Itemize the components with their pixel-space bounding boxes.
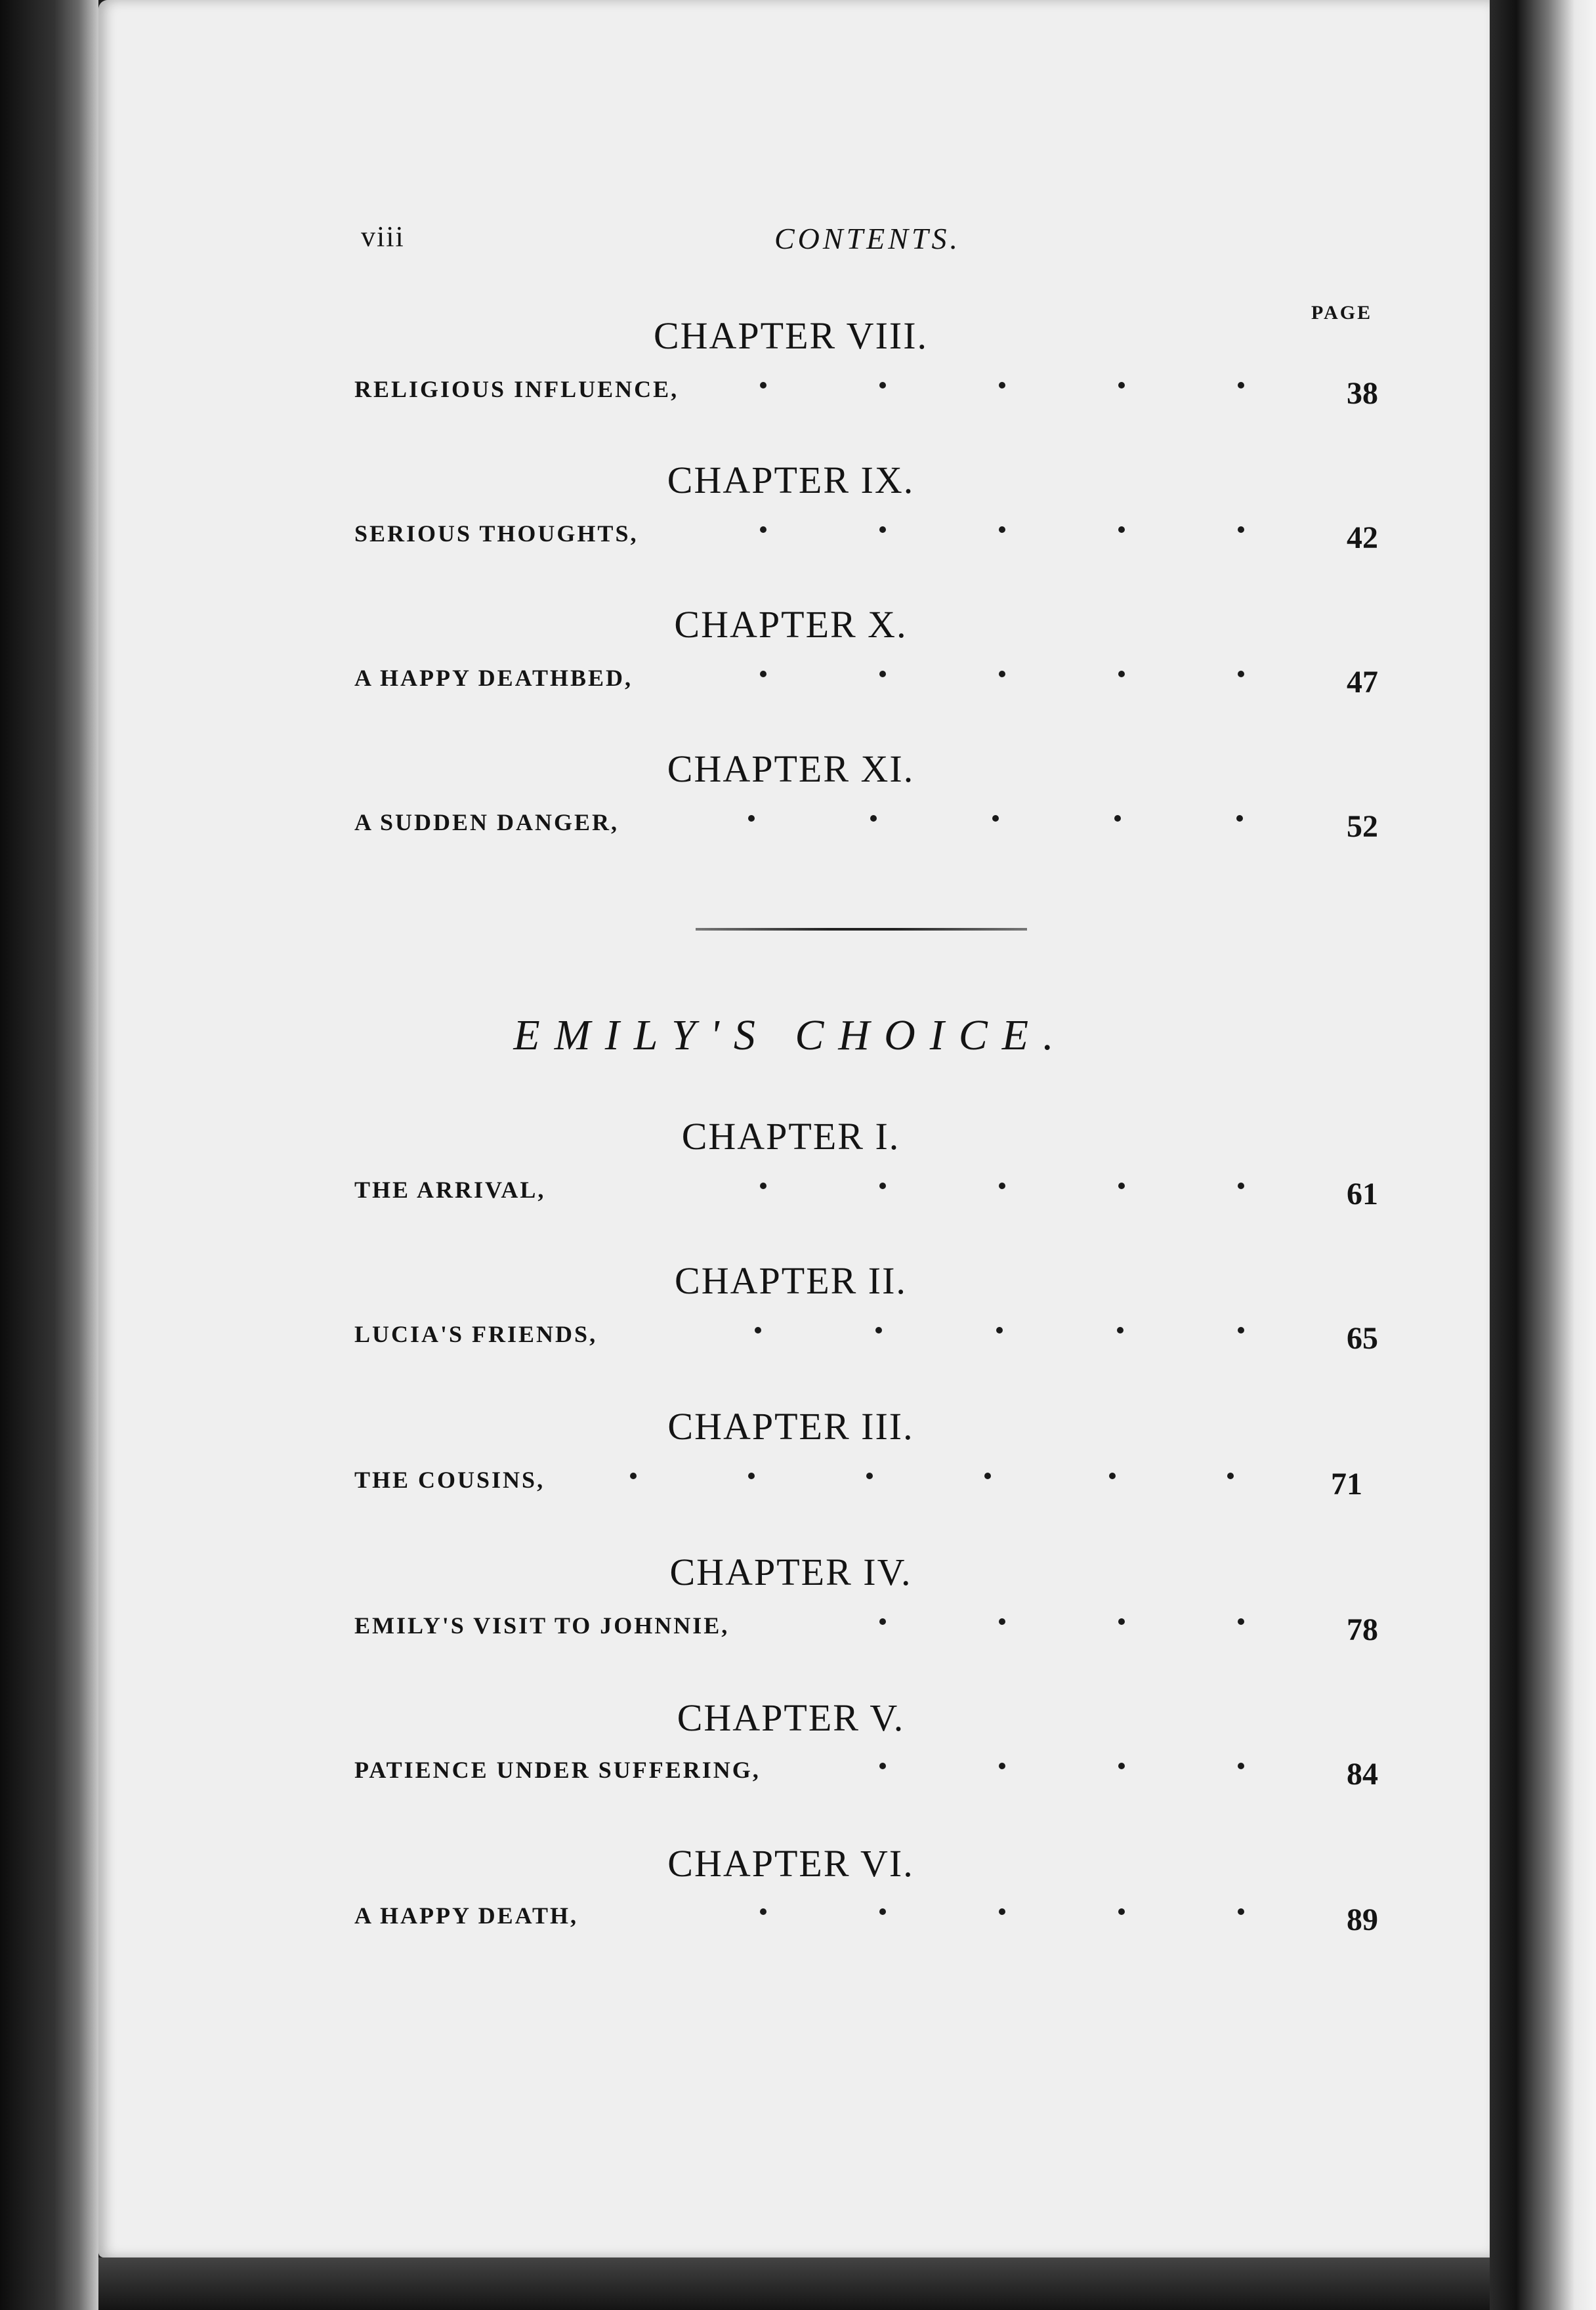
- toc-entry-page: 52: [1347, 809, 1378, 844]
- leader-dot: [879, 526, 886, 533]
- leader-dot: [870, 815, 877, 822]
- toc-entry-title: LUCIA'S FRIENDS,: [354, 1321, 598, 1347]
- leader-dot: [760, 1183, 766, 1189]
- leader-dot: [1114, 815, 1121, 822]
- toc-entry: [354, 664, 1378, 704]
- chapter-heading: CHAPTER I.: [681, 1115, 900, 1158]
- toc-entry-page: 61: [1347, 1177, 1378, 1211]
- leader-dot: [1238, 1618, 1244, 1625]
- leader-dot: [1238, 671, 1244, 677]
- leader-dot: [748, 1473, 755, 1479]
- toc-entry-page: 78: [1347, 1612, 1378, 1647]
- leader-dot: [879, 1618, 886, 1625]
- leader-dot: [1117, 1327, 1124, 1334]
- chapter-heading: CHAPTER IX.: [667, 459, 915, 501]
- toc-entry: [354, 1756, 1378, 1796]
- leader-dot: [1238, 382, 1244, 388]
- leader-dot: [1118, 1763, 1125, 1769]
- running-head: [361, 220, 1378, 259]
- toc-entry-title: PATIENCE UNDER SUFFERING,: [354, 1757, 761, 1783]
- leader-dot: [984, 1473, 991, 1479]
- toc-entry-title: THE ARRIVAL,: [354, 1177, 546, 1203]
- toc-entry: [354, 1902, 1378, 1941]
- leader-dot: [1238, 1183, 1244, 1189]
- leader-dot: [760, 1908, 766, 1915]
- page-column-label: PAGE: [1311, 302, 1373, 324]
- leader-dot: [760, 382, 766, 388]
- toc-entry-page: 38: [1347, 376, 1378, 411]
- leader-dot: [875, 1327, 882, 1334]
- folio-number: viii: [361, 220, 405, 253]
- leader-dot: [879, 1763, 886, 1769]
- leader-dot: [1118, 671, 1125, 677]
- toc-entry-title: EMILY'S VISIT TO JOHNNIE,: [354, 1612, 730, 1639]
- toc-entry: [354, 808, 1378, 848]
- chapter-heading: CHAPTER XI.: [667, 747, 915, 790]
- toc-entry: [354, 1176, 1378, 1215]
- chapter-heading: CHAPTER V.: [677, 1696, 905, 1739]
- chapter-heading: CHAPTER X.: [674, 603, 908, 646]
- leader-dot: [1118, 382, 1125, 388]
- toc-entry: [354, 520, 1378, 559]
- chapter-heading: CHAPTER VIII.: [653, 314, 929, 357]
- toc-entry-title: RELIGIOUS INFLUENCE,: [354, 376, 679, 402]
- running-title: CONTENTS.: [774, 222, 961, 255]
- toc-entry-title: THE COUSINS,: [354, 1467, 545, 1493]
- leader-dot: [1227, 1473, 1234, 1479]
- toc-entry-title: A HAPPY DEATH,: [354, 1902, 579, 1929]
- chapter-heading: CHAPTER IV.: [669, 1551, 912, 1593]
- toc-entry: [354, 1466, 1378, 1505]
- toc-entry-page: 42: [1347, 520, 1378, 555]
- toc-entry: [354, 375, 1378, 415]
- leader-dot: [760, 526, 766, 533]
- leader-dot: [999, 1183, 1005, 1189]
- left-binding-edge: [0, 0, 98, 2310]
- toc-entry-title: A SUDDEN DANGER,: [354, 809, 620, 835]
- leader-dot: [999, 671, 1005, 677]
- leader-dot: [1238, 1908, 1244, 1915]
- leader-dot: [1118, 1908, 1125, 1915]
- leader-dot: [999, 526, 1005, 533]
- chapter-heading: CHAPTER III.: [667, 1405, 914, 1448]
- leader-dot: [879, 382, 886, 388]
- leader-dot: [1118, 1183, 1125, 1189]
- leader-dot: [630, 1473, 637, 1479]
- toc-entry-page: 65: [1347, 1321, 1378, 1356]
- leader-dot: [999, 382, 1005, 388]
- section-divider-rule: [696, 928, 1027, 931]
- leader-dot: [999, 1618, 1005, 1625]
- toc-entry-title: SERIOUS THOUGHTS,: [354, 520, 639, 547]
- leader-dot: [996, 1327, 1003, 1334]
- leader-dot: [1109, 1473, 1116, 1479]
- leader-dot: [1118, 1618, 1125, 1625]
- leader-dot: [748, 815, 755, 822]
- leader-dot: [755, 1327, 761, 1334]
- leader-dot: [1238, 1763, 1244, 1769]
- leader-dot: [866, 1473, 873, 1479]
- leader-dot: [992, 815, 999, 822]
- toc-entry-page: 84: [1347, 1757, 1378, 1792]
- leader-dot: [879, 1183, 886, 1189]
- leader-dot: [999, 1763, 1005, 1769]
- right-page-edge: [1490, 0, 1596, 2310]
- chapter-heading: CHAPTER II.: [675, 1259, 907, 1302]
- leader-dot: [999, 1908, 1005, 1915]
- leader-dot: [1238, 526, 1244, 533]
- bottom-page-edge: [98, 2258, 1490, 2310]
- toc-entry: [354, 1320, 1378, 1360]
- toc-entry-title: A HAPPY DEATHBED,: [354, 665, 633, 691]
- toc-entry: [354, 1612, 1378, 1651]
- toc-entry-page: 71: [1331, 1467, 1362, 1502]
- leader-dot: [1118, 526, 1125, 533]
- chapter-heading: CHAPTER VI.: [667, 1842, 914, 1885]
- toc-entry-page: 89: [1347, 1902, 1378, 1937]
- leader-dot: [879, 1908, 886, 1915]
- leader-dot: [1238, 1327, 1244, 1334]
- leader-dot: [1236, 815, 1243, 822]
- leader-dot: [760, 671, 766, 677]
- toc-entry-page: 47: [1347, 665, 1378, 700]
- section-title: EMILY'S CHOICE.: [513, 1011, 1068, 1059]
- leader-dot: [879, 671, 886, 677]
